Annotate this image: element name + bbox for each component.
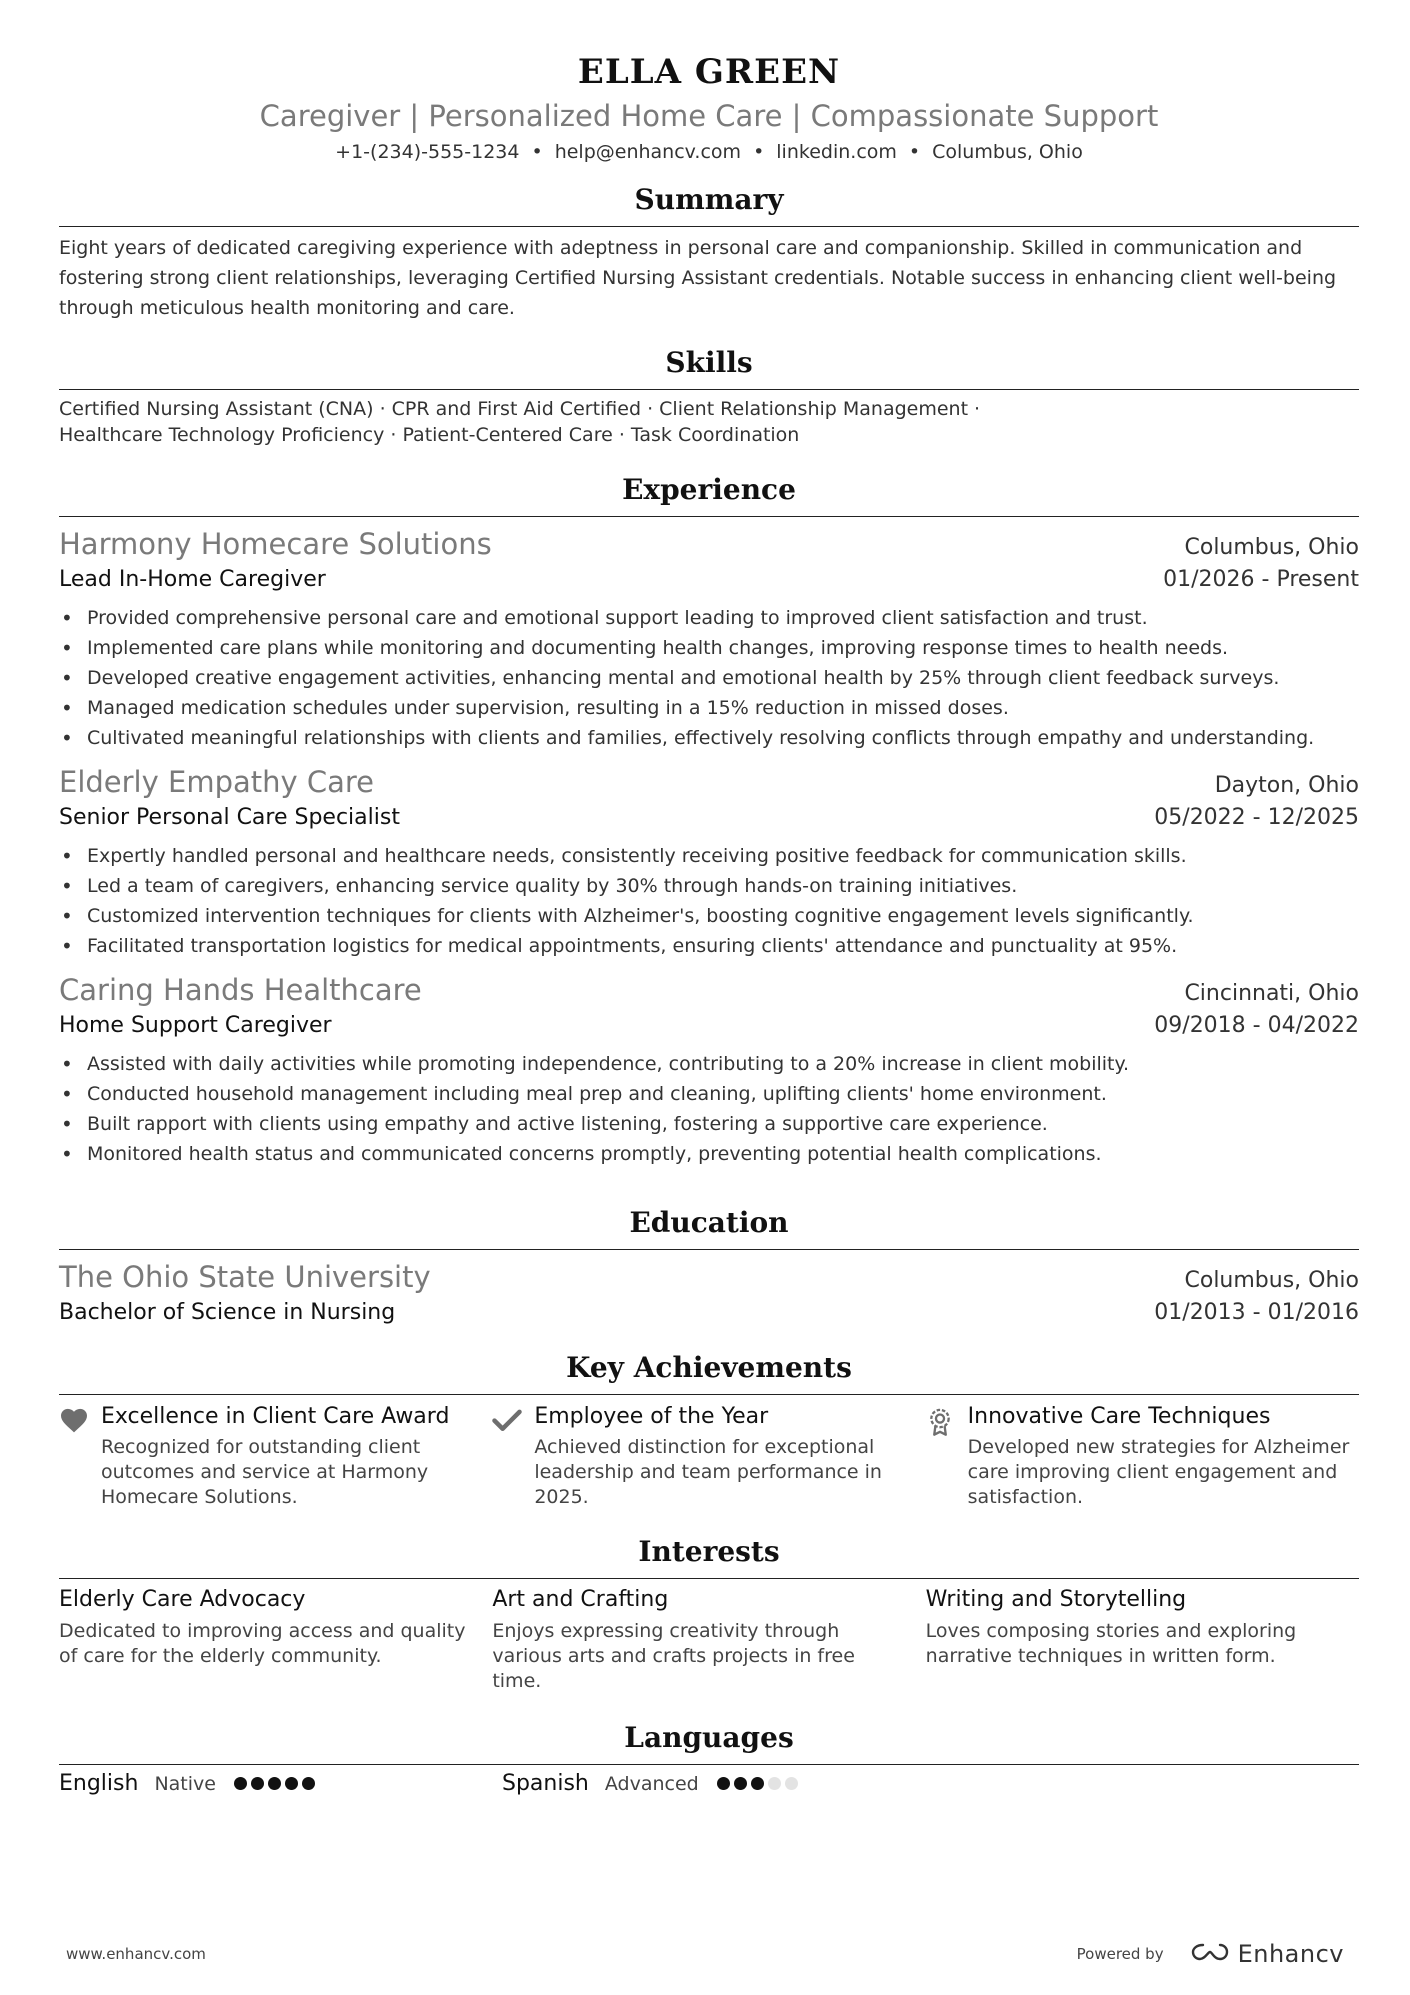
rating-dot-filled [268,1777,281,1790]
list-item: • Facilitated transportation logistics for medical appointments, ensuring clients' attendance and punctuality at 95%. [59,931,1359,961]
list-item: • Led a team of caregivers, enhancing service quality by 30% through hands-on training initiatives. [59,871,1359,901]
rating-dot-filled [734,1777,747,1790]
achievements-section [59,1348,1359,1510]
rating-dot-filled [751,1777,764,1790]
enhancv-logo-icon [1190,1940,1230,1968]
interest-item [926,1583,1359,1694]
proficiency-dots [234,1777,315,1790]
language-name: Spanish [502,1771,589,1796]
interest-item [492,1583,925,1694]
brand-name: Enhancv [1237,1940,1344,1968]
list-item: • Built rapport with clients using empathy and active listening, fostering a supportive care experience. [59,1109,1359,1139]
section-divider [59,1764,1359,1765]
language-item [502,1771,945,1796]
list-item: • Managed medication schedules under supervision, resulting in a 15% reduction in missed doses. [59,693,1359,723]
job-location: Columbus, Ohio [1184,535,1359,560]
education-dates: 01/2013 - 01/2016 [1154,1300,1359,1325]
list-item: • Assisted with daily activities while promoting independence, contributing to a 20% increase in client mobility. [59,1049,1359,1079]
section-divider [59,1578,1359,1579]
education-entry [59,1258,1359,1330]
rating-dot-filled [234,1777,247,1790]
language-item [59,1771,502,1796]
language-level: Native [154,1773,216,1795]
location: Columbus, Ohio [932,141,1083,163]
interest-title: Elderly Care Advocacy [59,1587,306,1612]
list-item: • Expertly handled personal and healthcare needs, consistently receiving positive feedback for communication skills. [59,841,1359,871]
email[interactable]: help@enhancv.com [554,141,742,163]
proficiency-dots [717,1777,798,1790]
section-title-experience: Experience [622,473,796,506]
job-entry [59,525,1359,753]
languages-section [59,1718,1359,1796]
experience-section [59,470,1359,1169]
interest-desc: Dedicated to improving access and quality of care for the elderly community. [59,1620,466,1667]
achievement-desc: Recognized for outstanding client outcomes and service at Harmony Homecare Solutions. [101,1436,429,1508]
company-name: Elderly Empathy Care [59,765,375,799]
job-title: Lead In-Home Caregiver [59,567,326,592]
list-item: • Provided comprehensive personal care and emotional support leading to improved client satisfaction and trust. [59,603,1359,633]
school-location: Columbus, Ohio [1184,1268,1359,1293]
separator-dot: • [753,141,765,163]
award-ribbon-icon [926,1401,968,1510]
job-location: Dayton, Ohio [1214,773,1359,798]
list-item: • Customized intervention techniques for clients with Alzheimer's, boosting cognitive engagement levels significantly. [59,901,1359,931]
job-location: Cincinnati, Ohio [1184,981,1359,1006]
education-section [59,1203,1359,1330]
school-name: The Ohio State University [59,1260,431,1294]
footer-branding [1077,1940,1344,1968]
section-divider [59,516,1359,517]
skills-list [59,396,1359,448]
separator-dot: • [908,141,921,163]
job-bullets [59,603,1359,753]
interest-desc: Enjoys expressing creativity through various arts and crafts projects in free time. [492,1620,855,1692]
rating-dot-filled [251,1777,264,1790]
section-divider [59,226,1359,227]
section-title-languages: Languages [624,1721,794,1754]
rating-dot-filled [285,1777,298,1790]
section-title-skills: Skills [665,346,753,379]
achievements-grid [59,1401,1359,1510]
job-title: Senior Personal Care Specialist [59,805,400,830]
job-dates: 09/2018 - 04/2022 [1154,1013,1359,1038]
website-link[interactable]: linkedin.com [776,141,897,163]
summary-text: Eight years of dedicated caregiving experience with adeptness in personal care and companionship. Skilled in communication and fostering strong client relationships, leveraging Certified Nursing Assistant credentials. Notable success in enhancing client well-being through meticulous health monitoring and care. [59,237,1337,319]
rating-dot-empty [768,1777,781,1790]
rating-dot-empty [785,1777,798,1790]
list-item: • Monitored health status and communicated concerns promptly, preventing potential health complications. [59,1139,1359,1169]
skills-section [59,343,1359,448]
interest-title: Writing and Storytelling [925,1587,1187,1612]
job-title: Home Support Caregiver [59,1013,332,1038]
rating-dot-filled [302,1777,315,1790]
job-bullets [59,1049,1359,1169]
job-dates: 05/2022 - 12/2025 [1154,805,1359,830]
resume-page [59,0,1359,1796]
section-title-interests: Interests [638,1535,780,1568]
achievement-item [492,1401,925,1510]
job-dates: 01/2026 - Present [1163,567,1359,592]
contact-line [59,138,1359,166]
interest-item [59,1583,492,1694]
achievement-title: Excellence in Client Care Award [101,1404,450,1429]
section-divider [59,389,1359,390]
achievement-title: Innovative Care Techniques [967,1404,1271,1429]
achievement-title: Employee of the Year [534,1404,769,1429]
interests-grid [59,1583,1359,1694]
summary-section [59,180,1359,323]
section-divider [59,1394,1359,1395]
footer-website-link[interactable]: www.enhancv.com [66,1945,206,1963]
powered-by-label: Powered by [1076,1945,1164,1963]
checkmark-icon [492,1401,534,1510]
job-entry [59,763,1359,961]
company-name: Harmony Homecare Solutions [59,527,492,561]
section-title-summary: Summary [634,183,784,216]
section-title-achievements: Key Achievements [566,1351,852,1384]
company-name: Caring Hands Healthcare [59,973,422,1007]
job-bullets [59,841,1359,961]
phone[interactable]: +1-(234)-555-1234 [335,141,520,163]
separator-dot: • [531,141,543,163]
list-item: • Implemented care plans while monitoring and documenting health changes, improving response times to health needs. [59,633,1359,663]
heart-icon [59,1401,101,1510]
language-name: English [59,1771,139,1796]
job-entry [59,971,1359,1169]
interest-desc: Loves composing stories and exploring narrative techniques in written form. [925,1620,1297,1667]
list-item: • Conducted household management including meal prep and cleaning, uplifting clients' home environment. [59,1079,1359,1109]
achievement-desc: Achieved distinction for exceptional leadership and team performance in 2025. [534,1436,882,1508]
interest-title: Art and Crafting [492,1587,669,1612]
list-item: • Cultivated meaningful relationships with clients and families, effectively resolving conflicts through empathy and understanding. [59,723,1359,753]
candidate-name: ELLA GREEN [577,52,841,92]
achievement-item [926,1401,1359,1510]
degree: Bachelor of Science in Nursing [59,1300,396,1325]
list-item: • Developed creative engagement activities, enhancing mental and emotional health by 25% through client feedback surveys. [59,663,1359,693]
achievement-desc: Developed new strategies for Alzheimer care improving client engagement and satisfaction. [967,1436,1350,1508]
languages-grid [59,1771,1359,1796]
skills-line: Healthcare Technology Proficiency · Patient-Centered Care · Task Coordination [59,424,800,446]
rating-dot-filled [717,1777,730,1790]
interests-section [59,1532,1359,1694]
section-divider [59,1249,1359,1250]
language-level: Advanced [604,1773,699,1795]
achievement-item [59,1401,492,1510]
footer [66,1940,1344,1968]
section-title-education: Education [629,1206,789,1239]
headline: Caregiver | Personalized Home Care | Compassionate Support [259,99,1159,133]
skills-line: Certified Nursing Assistant (CNA) · CPR and First Aid Certified · Client Relationship Management · [59,398,981,420]
